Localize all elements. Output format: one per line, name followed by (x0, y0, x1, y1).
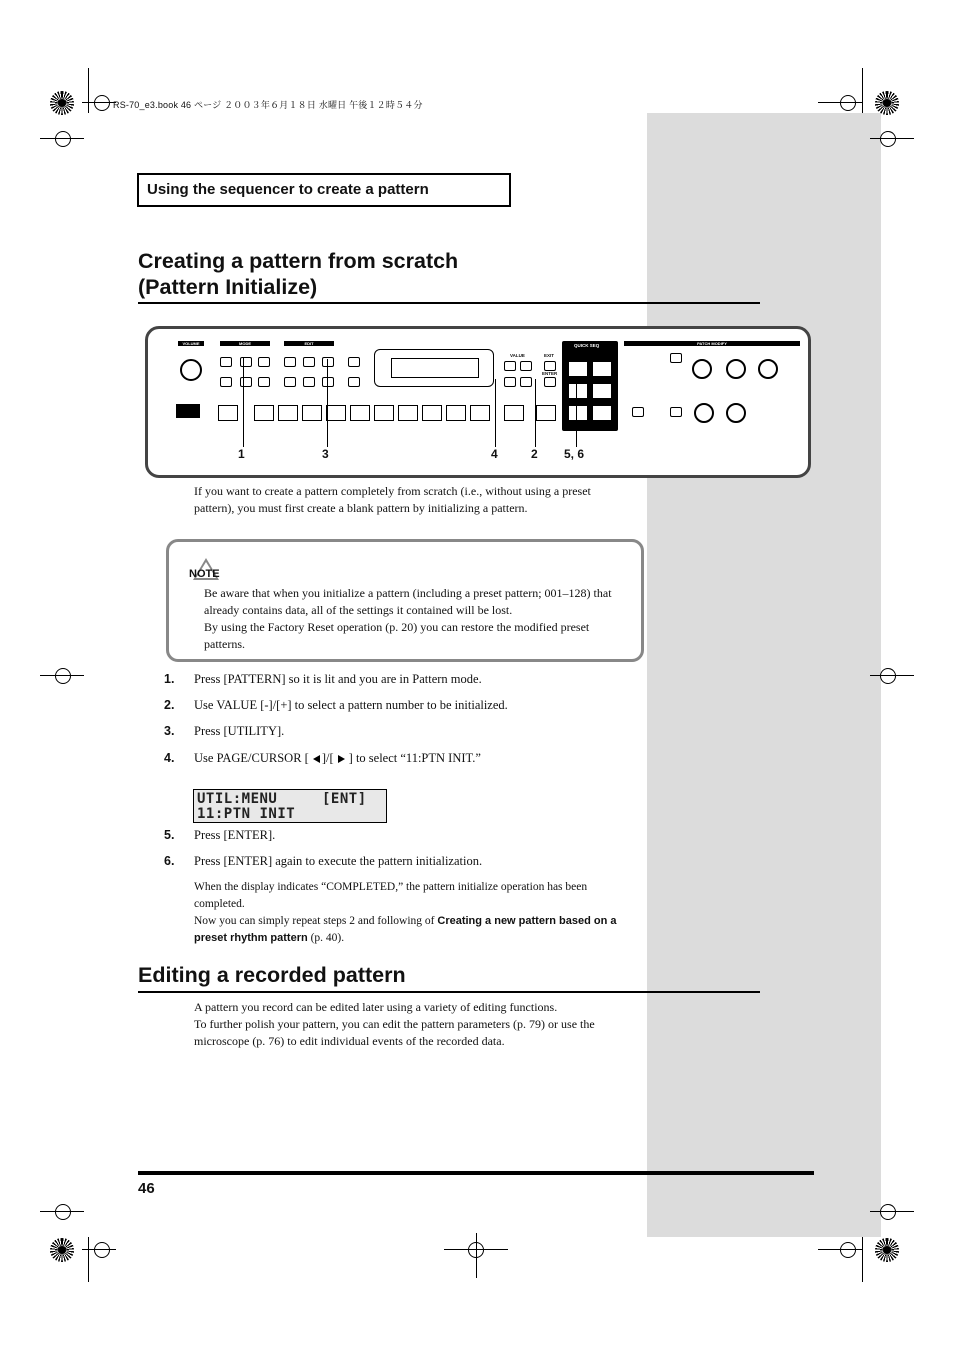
volume-label: VOLUME (178, 341, 204, 346)
volume-knob-icon (180, 359, 202, 381)
left-arrow-icon (313, 755, 320, 763)
section2-text: A pattern you record can be edited later using a variety of editing functions. To further polish your pattern, you can edit the pattern parameters (p. 79) or use the microscope (p. 76) to edit individual events of the recorded data. (194, 1000, 595, 1048)
step-text: Press [ENTER] again to execute the pattern initialization. (194, 854, 483, 868)
file-header: RS-70_e3.book 46 ページ ２００３年６月１８日 水曜日 午後１２時５４分 (113, 100, 423, 110)
completion-text: When the display indicates “COMPLETED,” the pattern initialize operation has been completed. Now you can simply repeat steps 2 and following of Creating a new pattern based on a preset rhythm pattern (p. 40). (194, 881, 617, 944)
step-number: 2. (164, 698, 175, 712)
section2-rule (138, 991, 760, 993)
step-number: 6. (164, 854, 175, 868)
callout-2: 2 (531, 447, 538, 461)
knob-icon (694, 403, 714, 423)
callout-3: 3 (322, 447, 329, 461)
intro-paragraph: If you want to create a pattern completely from scratch (i.e., without using a preset pattern), you must first create a blank pattern by initializing a pattern. (194, 484, 591, 515)
section2-title: Editing a recorded pattern (138, 963, 406, 987)
quick-seq-section (562, 341, 618, 431)
crosshair-icon (94, 1242, 110, 1258)
step-number: 1. (164, 672, 175, 686)
crosshair-icon (468, 1242, 484, 1258)
dbeam-icon (176, 404, 200, 418)
crosshair-icon (840, 1242, 856, 1258)
page-number: 46 (138, 1180, 155, 1197)
note-box (166, 539, 644, 662)
right-arrow-icon (338, 755, 345, 763)
step-text: Use VALUE [-]/[+] to select a pattern number to be initialized. (194, 698, 508, 712)
gray-sidebar (647, 113, 881, 1237)
patch-modify-label: PATCH MODIFY (624, 341, 800, 346)
crosshair-icon (840, 95, 856, 111)
footer-rule (138, 1171, 814, 1175)
step-number: 5. (164, 828, 175, 842)
knob-icon (692, 359, 712, 379)
note-line-2: By using the Factory Reset operation (p. 20) you can restore the modified preset patterns. (204, 620, 590, 651)
step-text: Use PAGE/CURSOR [ ]/[ ] to select “11:PTN INIT.” (194, 751, 481, 765)
step-text: Press [PATTERN] so it is lit and you are in Pattern mode. (194, 672, 482, 686)
crosshair-icon (55, 1204, 71, 1220)
callout-4: 4 (491, 447, 498, 461)
registration-sun-icon (50, 1238, 74, 1262)
crosshair-icon (55, 668, 71, 684)
mode-label: MODE (220, 341, 270, 346)
registration-sun-icon (50, 91, 74, 115)
crosshair-icon (94, 95, 110, 111)
section-title-line2: (Pattern Initialize) (138, 275, 318, 299)
crosshair-icon (880, 131, 896, 147)
note-label: NOTE (189, 568, 220, 580)
note-text (204, 585, 629, 653)
quick-seq-label: QUICK SEQ (574, 343, 600, 348)
section-title-line1: Creating a pattern from scratch (138, 249, 459, 273)
knob-icon (726, 359, 746, 379)
value-label: VALUE (510, 353, 525, 358)
section-rule (138, 302, 760, 304)
running-header: Using the sequencer to create a pattern (147, 181, 429, 198)
step-number: 3. (164, 724, 175, 738)
crosshair-icon (55, 131, 71, 147)
lcd-display (193, 789, 387, 823)
display-frame (374, 349, 494, 387)
knob-icon (726, 403, 746, 423)
callout-1: 1 (238, 447, 245, 461)
knob-icon (758, 359, 778, 379)
note-line-1: Be aware that when you initialize a pattern (including a preset pattern; 001–128) that already contains data, all of the settings it contained will be lost. (204, 586, 612, 617)
exit-label: EXIT (544, 353, 555, 358)
registration-sun-icon (875, 1238, 899, 1262)
lcd-line-1: UTIL:MENU [ENT] (197, 791, 367, 807)
step-text: Press [ENTER]. (194, 828, 276, 842)
callout-5-6: 5, 6 (564, 447, 585, 461)
edit-label: EDIT (284, 341, 334, 346)
cross-reference: Creating a new pattern based on a preset rhythm pattern (194, 915, 617, 944)
registration-sun-icon (875, 91, 899, 115)
lcd-line-2: 11:PTN INIT (197, 806, 296, 822)
step-text: Press [UTILITY]. (194, 724, 285, 738)
crosshair-icon (880, 668, 896, 684)
step-number: 4. (164, 751, 175, 765)
enter-label: ENTER (542, 371, 558, 376)
front-panel-illustration (145, 326, 811, 478)
crosshair-icon (880, 1204, 896, 1220)
running-header-box (137, 173, 511, 207)
